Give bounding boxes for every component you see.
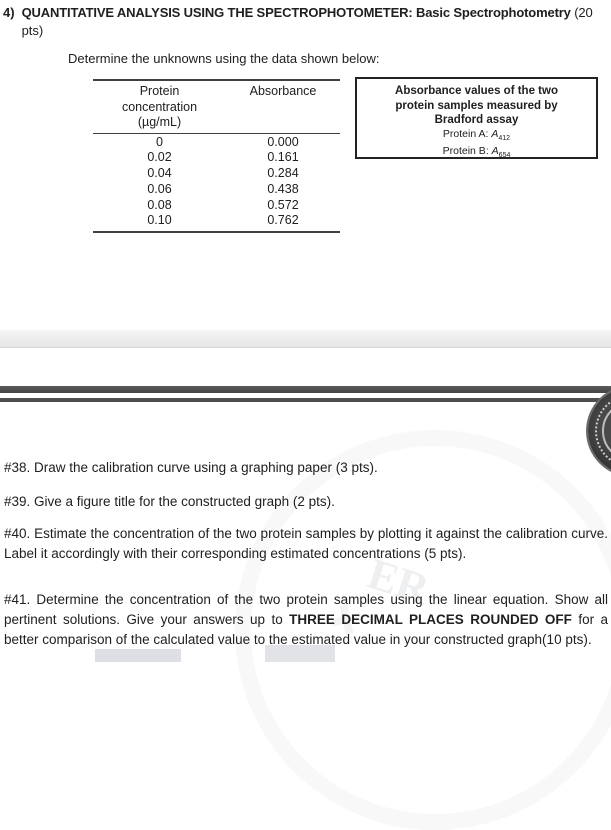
page-divider-bar-thin: [0, 398, 611, 402]
watermark-cross: ✚: [325, 595, 368, 647]
points-continuation: pts): [21, 23, 44, 38]
question-title: [22, 4, 593, 40]
cell-absorbance: 0.000: [267, 134, 299, 149]
column-header-absorbance: Absorbance: [249, 84, 317, 98]
question-41-post: for a better comparison of the calculated value to the estimated value in your constructed graph(10 pts).: [4, 612, 609, 647]
header-line: Protein: [139, 84, 180, 98]
protein-b-line: [357, 145, 596, 163]
cell-absorbance: 0.161: [267, 150, 299, 165]
table-header-row: [93, 81, 340, 133]
points-open: (20: [574, 5, 593, 20]
cell-concentration: 0.06: [147, 181, 172, 196]
table-row: [93, 166, 340, 182]
header-line: concentration: [121, 99, 198, 114]
protein-b-label: Protein B:: [442, 145, 492, 158]
question-title-text: QUANTITATIVE ANALYSIS USING THE SPECTROPHOTOMETER: Basic Spectrophotometry: [21, 5, 571, 20]
question-header: [3, 4, 609, 40]
protein-b-wavelength: 654: [498, 152, 511, 160]
cell-absorbance: 0.572: [267, 197, 299, 212]
table-row: [93, 182, 340, 198]
info-title-line: Absorbance values of the two: [395, 85, 558, 97]
table-row: [93, 198, 340, 214]
table-row: [93, 213, 340, 229]
cell-concentration: 0.10: [147, 213, 172, 228]
info-title-line: protein samples measured by: [395, 99, 558, 112]
watermark-letters: ER: [361, 548, 436, 615]
table-bottom-rule: [93, 231, 340, 233]
protein-a-line: [357, 128, 596, 146]
watermark-block: [95, 649, 181, 662]
cell-concentration: 0.08: [147, 197, 172, 212]
question-41: [4, 590, 608, 650]
question-41-pre: #41. Determine the concentration of the two protein samples using the linear equation. Show all pertinent solutions. Give your answers up to: [4, 592, 608, 627]
protein-a-symbol: A: [491, 127, 499, 140]
question-number: 4): [3, 5, 15, 20]
header-line: (µg/mL): [137, 115, 182, 129]
section-divider-gray-bar: [0, 330, 611, 348]
table-row: [93, 150, 340, 166]
cell-absorbance: 0.284: [267, 166, 299, 181]
cell-absorbance: 0.762: [267, 213, 299, 228]
question-41-emphasis: THREE DECIMAL PLACES ROUNDED OFF: [289, 612, 572, 627]
protein-a-wavelength: 412: [498, 134, 511, 142]
table-row: [93, 135, 340, 151]
info-title-line: Bradford assay: [434, 114, 519, 126]
question-39: #39. Give a figure title for the constructed graph (2 pts).: [4, 494, 335, 509]
column-header-concentration: [93, 84, 226, 131]
table-body: [93, 134, 340, 232]
absorbance-info-box: [355, 77, 598, 159]
question-40: #40. Estimate the concentration of the two protein samples by plotting it against the calibration curve. Label it accordingly with their corresponding estimated concentrations (5 pts).: [4, 526, 608, 561]
protein-b-symbol: A: [491, 145, 499, 158]
question-38: #38. Draw the calibration curve using a graphing paper (3 pts).: [4, 460, 378, 475]
info-box-title: [357, 84, 596, 128]
cell-concentration: 0.02: [147, 150, 172, 165]
intro-text: Determine the unknowns using the data shown below:: [68, 51, 380, 66]
cell-absorbance: 0.438: [267, 181, 299, 196]
cell-concentration: 0.04: [147, 166, 172, 181]
protein-a-label: Protein A:: [442, 127, 492, 140]
data-table: [93, 79, 340, 233]
page-divider-bar-thick: [0, 386, 611, 393]
cell-concentration: 0: [156, 134, 163, 149]
